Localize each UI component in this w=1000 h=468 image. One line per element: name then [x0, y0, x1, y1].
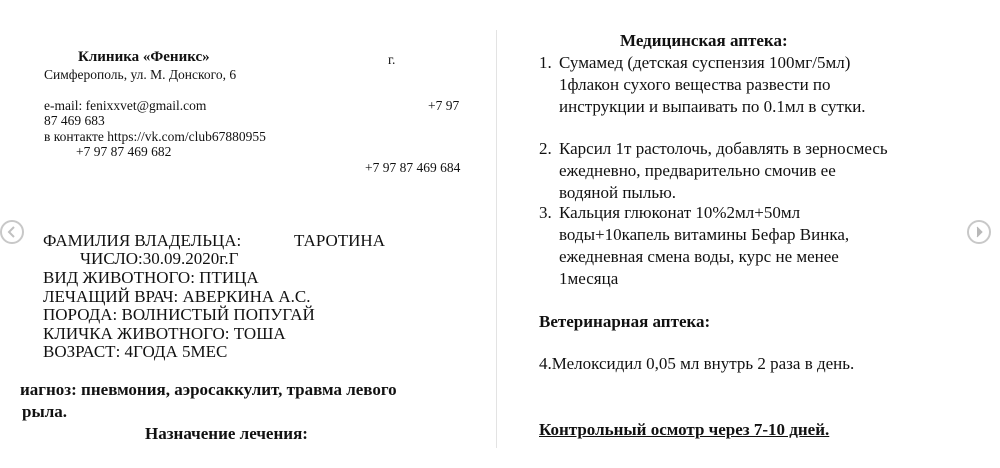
treatment-heading: Назначение лечения:: [145, 424, 308, 443]
vet-pharmacy-heading: Ветеринарная аптека:: [539, 312, 711, 331]
attending-doctor: ЛЕЧАЩИЙ ВРАЧ: АВЕРКИНА А.С.: [43, 287, 311, 306]
visit-date: ЧИСЛО:30.09.2020г.Г: [80, 249, 239, 268]
vet-prescription-item-4: 4.Мелоксидил 0,05 мл внутрь 2 раза в день.: [539, 354, 855, 373]
clinic-phone3: +7 97 87 469 684: [365, 160, 461, 175]
owner-value: ТАРОТИНА: [294, 231, 385, 250]
chevron-right-icon: [974, 226, 984, 238]
clinic-vk: в контакте https://vk.com/club67880955: [44, 129, 266, 144]
medical-pharmacy-heading: Медицинская аптека:: [620, 31, 788, 50]
prev-page-button[interactable]: [0, 220, 24, 244]
document-page-right: Медицинская аптека: 1. Сумамед (детская суспензия 100мг/5мл) 1флакон сухого вещества развести по инструкции и выпаивать по 0.1мл в сутки. 2. Карсил 1т растолочь, добавлять в зерносмесь ежедневно, предварительно смочив ее водяной пылью. 3. Кальция глюконат 10%2мл+50мл воды+10капель витамины Бефар Винка, ежедневная смена воды, курс не менее 1месяца Ветеринарная аптека: 4.Мелоксидил 0,05 мл внутрь 2 раза в день. Контрольный осмотр через 7-10 дней.: [497, 0, 1000, 468]
chevron-left-icon: [7, 226, 17, 238]
clinic-email: e-mail: fenixxvet@gmail.com: [44, 98, 207, 113]
clinic-address: Симферополь, ул. М. Донского, 6: [44, 67, 237, 82]
animal-species: ВИД ЖИВОТНОГО: ПТИЦА: [43, 268, 259, 287]
animal-age: ВОЗРАСТ: 4ГОДА 5МЕС: [43, 342, 228, 361]
animal-nickname: КЛИЧКА ЖИВОТНОГО: ТОША: [43, 324, 286, 343]
clinic-city-letter: г.: [388, 52, 396, 67]
clinic-name: Клиника «Феникс»: [78, 49, 210, 65]
clinic-phone2: +7 97 87 469 682: [76, 144, 172, 159]
clinic-phone-part2: 87 469 683: [44, 113, 105, 128]
owner-label: ФАМИЛИЯ ВЛАДЕЛЬЦА:: [43, 231, 242, 250]
document-page-left: [0, 0, 497, 468]
next-page-button[interactable]: [967, 220, 991, 244]
clinic-phone-part1: +7 97: [428, 98, 460, 113]
diagnosis-line2: рыла.: [22, 402, 68, 421]
control-visit-note: Контрольный осмотр через 7-10 дней.: [539, 420, 830, 439]
diagnosis-line1: иагноз: пневмония, аэросаккулит, травма левого: [20, 380, 397, 399]
animal-breed: ПОРОДА: ВОЛНИСТЫЙ ПОПУГАЙ: [43, 305, 315, 324]
